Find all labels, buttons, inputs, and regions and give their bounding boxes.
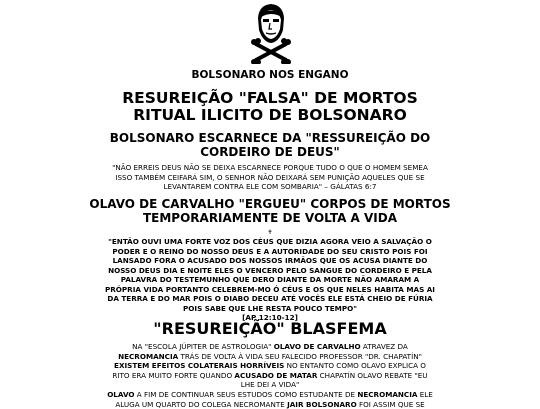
- skull-crossbones-logo-icon: [249, 2, 293, 64]
- paragraph1-line4: RITO ERA MUITO FORTE QUANDO ACUSADO DE MATAR CHAPATÍN OLAVO REBATE "EU: [0, 371, 540, 381]
- kicker: BOLSONARO NOS ENGANO: [0, 69, 540, 82]
- apocalipse-quote-line5: PALAVRA DO TESTEMUNHO QUE DERO DIANTE DA MORTE NÃO AMARAM A: [0, 275, 540, 285]
- main-title-line1: RESUREIÇÃO "FALSA" DE MORTOS: [0, 90, 540, 107]
- galatas-quote-line2: ISSO TAMBÉM CEIFARÁ SIM, O SENHOR NÃO DEIXARÁ SEM PUNIÇÃO AQUELES QUE SE: [0, 173, 540, 183]
- apocalipse-quote-line8: POIS SABE QUE LHE RESTA POUCO TEMPO": [0, 304, 540, 314]
- apocalipse-reference: [AP 12:10-12]: [0, 313, 540, 323]
- paragraph1-line5: LHE DEI A VIDA": [0, 380, 540, 390]
- galatas-quote-line1: "NÃO ERREIS DEUS NÃO SE DEIXA ESCARNECE PORQUE TUDO O QUE O HOMEM SEMEA: [0, 163, 540, 173]
- section1-heading-line2: CORDEIRO DE DEUS": [0, 145, 540, 159]
- apocalipse-quote-line4: NOSSO DEUS DIA E NOITE ELES O VENCERO PELO SANGUE DO CORDEIRO E PELA: [0, 266, 540, 276]
- section1-heading-line1: BOLSONARO ESCARNECE DA "RESSUREIÇÃO DO: [0, 131, 540, 145]
- section2-heading-line1: OLAVO DE CARVALHO "ERGUEU" CORPOS DE MORTOS: [0, 197, 540, 211]
- cross-icon: ✝: [0, 228, 540, 238]
- paragraph2-line1: OLAVO A FIM DE CONTINUAR SEUS ESTUDOS COMO ESTUDANTE DE NECROMANCIA ELE: [0, 390, 540, 400]
- paragraph1-line3: EXISTEM EFEITOS COLATERAIS HORRÍVEIS NO ENTANTO COMO OLAVO EXPLICA O: [0, 361, 540, 371]
- apocalipse-quote-line2: PODER E O REINO DO NOSSO DEUS E A AUTORIDADE DO SEU CRISTO POIS FOI: [0, 247, 540, 257]
- galatas-quote-line3: LEVANTAREM CONTRA ELE COM SOMBARIA" – GÁLATAS 6:7: [0, 182, 540, 192]
- apocalipse-quote-line7: DA TERRA E DO MAR POIS O DIABO DECEU ATÉ VOCÊS ELE ESTÁ CHEIO DE FÚRIA: [0, 294, 540, 304]
- paragraph1-line2: NECROMANCIA TRÁS DE VOLTA À VIDA SEU FALECIDO PROFESSOR "DR. CHAPATÍN": [0, 352, 540, 362]
- apocalipse-quote-line6: PRÓPRIA VIDA PORTANTO CELEBREM-MO Ó CÉUS E OS QUE NELES HABITA MAS AI: [0, 285, 540, 295]
- section2-heading-line2: TEMPORARIAMENTE DE VOLTA A VIDA: [0, 211, 540, 225]
- paragraph2-line2: ALUGA UM QUARTO DO COLEGA NECROMANTE JAIR BOLSONARO FOI ASSIM QUE SE: [0, 400, 540, 409]
- apocalipse-quote-line3: LANSADO FORA O ACUSADO DOS NOSSOS IRMÃOS QUE OS ACUSA DIANTE DO: [0, 256, 540, 266]
- apocalipse-quote-line1: "ENTÃO OUVI UMA FORTE VOZ DOS CÉUS QUE DIZIA AGORA VEIO A SALVAÇÃO O: [0, 237, 540, 247]
- main-title-line2: RITUAL ILICITO DE BOLSONARO: [0, 107, 540, 124]
- paragraph1-line1: NA "ESCOLA JÚPITER DE ASTROLOGIA" OLAVO DE CARVALHO ATRAVEZ DA: [0, 342, 540, 352]
- section3-heading: "RESUREIÇÃO" BLASFEMA: [0, 320, 540, 338]
